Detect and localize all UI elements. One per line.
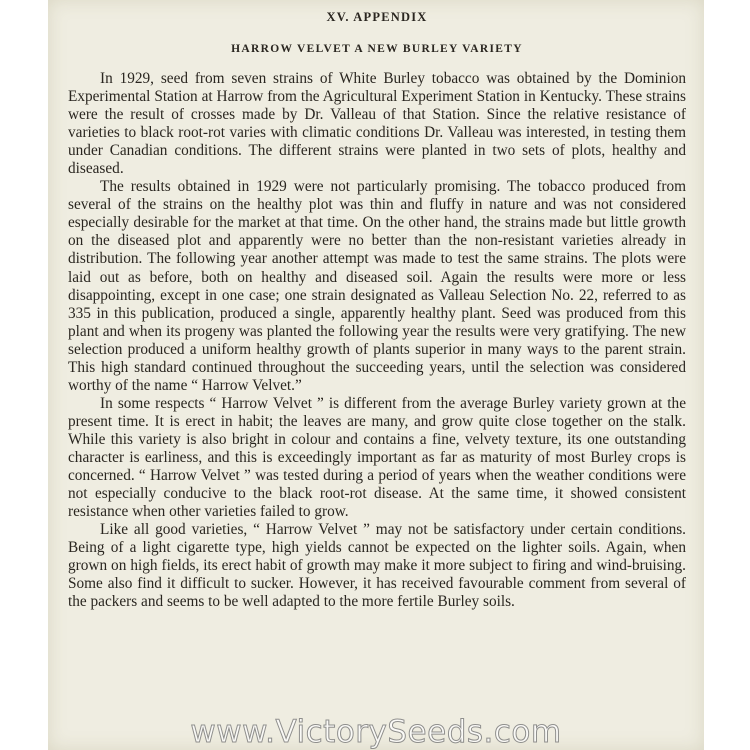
document-body bbox=[68, 6, 686, 611]
scanned-page bbox=[48, 0, 704, 750]
paragraph: The results obtained in 1929 were not particularly promising. The tobacco produced from several of the strains on the healthy plot was thin and fluffy in nature and was not considered especially desirable for the market at that time. On the other hand, the strains made but little growth on the diseased plot and apparently were no better than the non-resistant varieties already in distribution. The following year another attempt was made to test the same strains. The plots were laid out as before, both on healthy and diseased soil. Again the results were more or less disappointing, except in one case; one strain designated as Valleau Selection No. 22, referred to as 335 in this publication, produced a single, apparently healthy plant. Seed was produced from this plant and when its progeny was planted the following year the results were very gratifying. The new selection produced a uniform healthy growth of plants superior in many ways to the parent strain. This high standard continued throughout the succeeding years, until the selection was considered worthy of the name “ Harrow Velvet.” bbox=[68, 178, 686, 394]
article-title: HARROW VELVET A NEW BURLEY VARIETY bbox=[231, 43, 523, 55]
watermark: www.VictorySeeds.com bbox=[190, 714, 562, 750]
section-header: XV. APPENDIX bbox=[326, 10, 428, 24]
paragraph: Like all good varieties, “ Harrow Velvet ” may not be satisfactory under certain conditions. Being of a light cigarette type, high yields cannot be expected on the lighter soils. Again, when grown on high fields, its erect habit of growth may make it more subject to firing and wind-bruising. Some also find it difficult to sucker. However, it has received favourable comment from several of the packers and seems to be well adapted to the more fertile Burley soils. bbox=[68, 521, 686, 611]
paragraph: In 1929, seed from seven strains of White Burley tobacco was obtained by the Dominion Experimental Station at Harrow from the Agricultural Experiment Station in Kentucky. These strains were the result of crosses made by Dr. Valleau of that Station. Since the relative resistance of varieties to black root-rot varies with climatic conditions Dr. Valleau was interested, in testing them under Canadian conditions. The different strains were planted in two sets of plots, healthy and diseased. bbox=[68, 70, 686, 178]
paragraph: In some respects “ Harrow Velvet ” is different from the average Burley variety grown at the present time. It is erect in habit; the leaves are many, and grow quite close together on the stalk. While this variety is also bright in colour and contains a fine, velvety texture, its one outstanding character is earliness, and this is exceedingly important as far as maturity of most Burley crops is concerned. “ Harrow Velvet ” was tested during a period of years when the weather conditions were not especially conducive to the black root-rot disease. At the same time, it showed consistent resistance when other varieties failed to grow. bbox=[68, 394, 686, 521]
